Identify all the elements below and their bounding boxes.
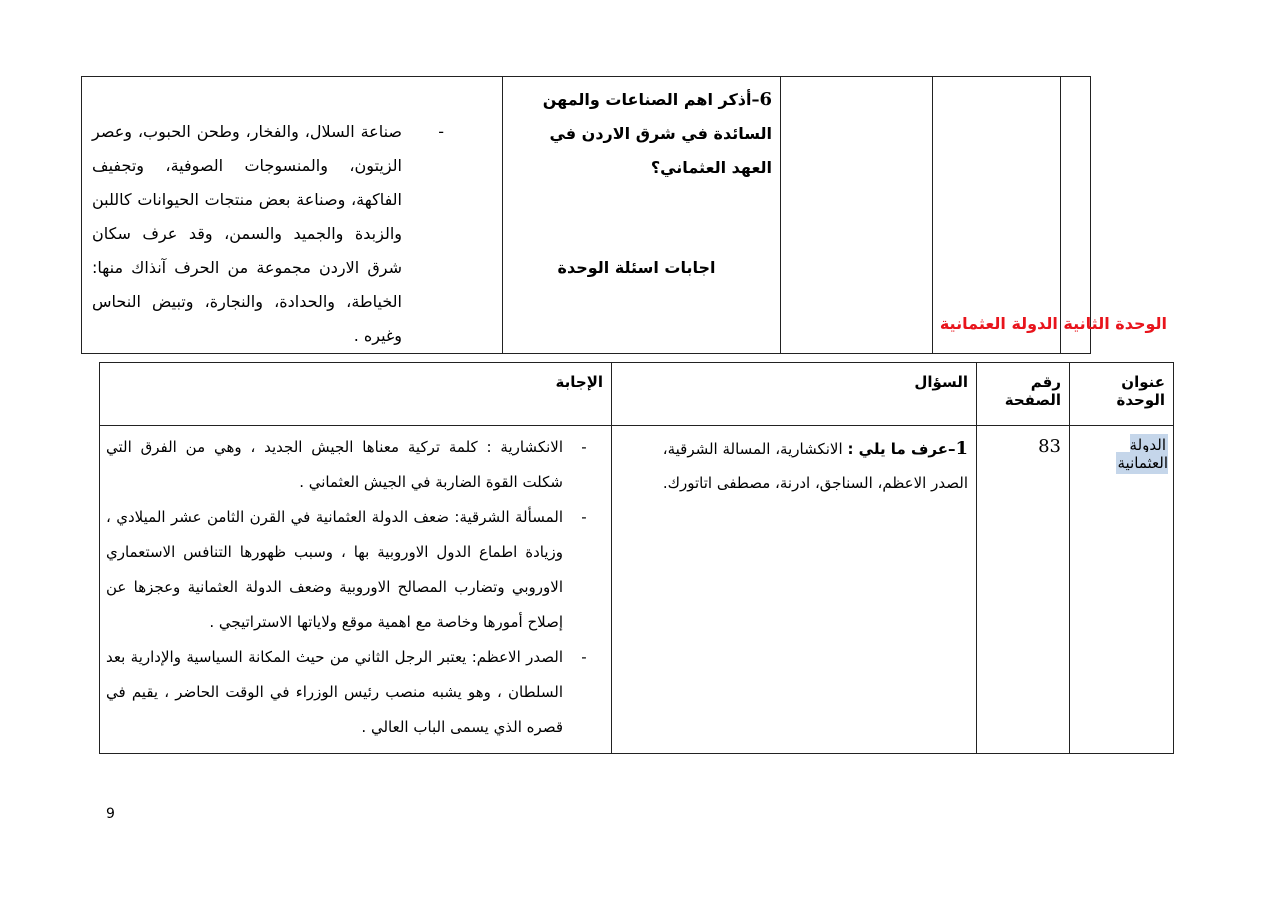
table-row	[100, 426, 1174, 754]
question-number-label: 1–عرف ما يلي :	[847, 438, 968, 459]
answer-1-cell	[100, 426, 612, 754]
question-label: عرف ما يلي :	[847, 440, 948, 458]
header-answer: الإجابة	[100, 363, 612, 426]
question-separator: –	[751, 90, 760, 109]
header-unit: عنوان الوحدة	[1070, 363, 1174, 426]
page-number: 9	[106, 806, 115, 822]
header-page: رقم الصفحة	[977, 363, 1070, 426]
empty-cell	[1061, 77, 1091, 354]
unit-answers-table	[99, 362, 1174, 754]
empty-cell	[933, 77, 1061, 354]
unit-name-cell	[1070, 426, 1174, 754]
bullet-dash: -	[581, 508, 587, 526]
question-text: الانكشارية، المسالة الشرقية، الصدر الاعظم، السناجق، ادرنة، مصطفى اتاتورك.	[662, 440, 968, 492]
answer-6-cell	[82, 77, 503, 354]
answer-item	[92, 115, 444, 353]
answer-text: صناعة السلال، والفخار، وطحن الحبوب، وعصر الزيتون، والمنسوجات الصوفية، وتجفيف الفاكهة، وصناعة بعض منتجات الحيوانات كاللبن والزبدة والجميد والسمن، وقد عرف سكان شرق الاردن مجموعة من الحرف آنذاك منها: الخياطة، والحدادة، والنجارة، وتبيض النحاس وغيره .	[92, 122, 402, 345]
answer-item	[106, 430, 605, 500]
unit-name: الدولة العثمانية	[1117, 436, 1168, 472]
table-header-row	[100, 363, 1174, 426]
answer-item	[106, 640, 605, 745]
page-number-cell: 83	[977, 426, 1070, 754]
table-row	[82, 77, 1091, 354]
bullet-dash: -	[581, 438, 587, 456]
header-question: السؤال	[612, 363, 977, 426]
question-number: 6	[759, 89, 772, 110]
empty-cell	[781, 77, 933, 354]
top-answer-table	[81, 76, 1091, 354]
bullet-dash: -	[581, 648, 587, 666]
answer-text: الصدر الاعظم: يعتبر الرجل الثاني من حيث المكانة السياسية والإدارية بعد السلطان ، وهو يشبه منصب رئيس الوزراء في الوقت الحاضر ، يقيم في قصره الذي يسمى الباب العالي .	[106, 648, 563, 736]
unit-title: الوحدة الثانية الدولة العثمانية	[939, 314, 1167, 333]
answer-text: المسألة الشرقية: ضعف الدولة العثمانية في القرن الثامن عشر الميلادي ، وزيادة اطماع الدول الاوروبية بها ، وسبب ظهورها التنافس الاستعماري الاوروبي وتضارب المصالح الاوروبية وضعف الدولة العثمانية وعجزها عن إصلاح أمورها وخاصة مع اهمية موقع ولاياتها الاستراتيجي .	[106, 508, 563, 631]
question-1-cell	[612, 426, 977, 754]
section-title: اجابات اسئلة الوحدة	[557, 258, 716, 277]
question-text: أذكر اهم الصناعات والمهن السائدة في شرق الاردن في العهد العثماني؟	[542, 90, 772, 177]
answer-item	[106, 500, 605, 640]
bullet-dash: -	[438, 122, 444, 141]
answer-text: الانكشارية : كلمة تركية معناها الجيش الجديد ، وهي من الفرق التي شكلت القوة الضاربة في الجيش العثماني .	[106, 438, 563, 491]
question-6-cell	[503, 77, 781, 354]
